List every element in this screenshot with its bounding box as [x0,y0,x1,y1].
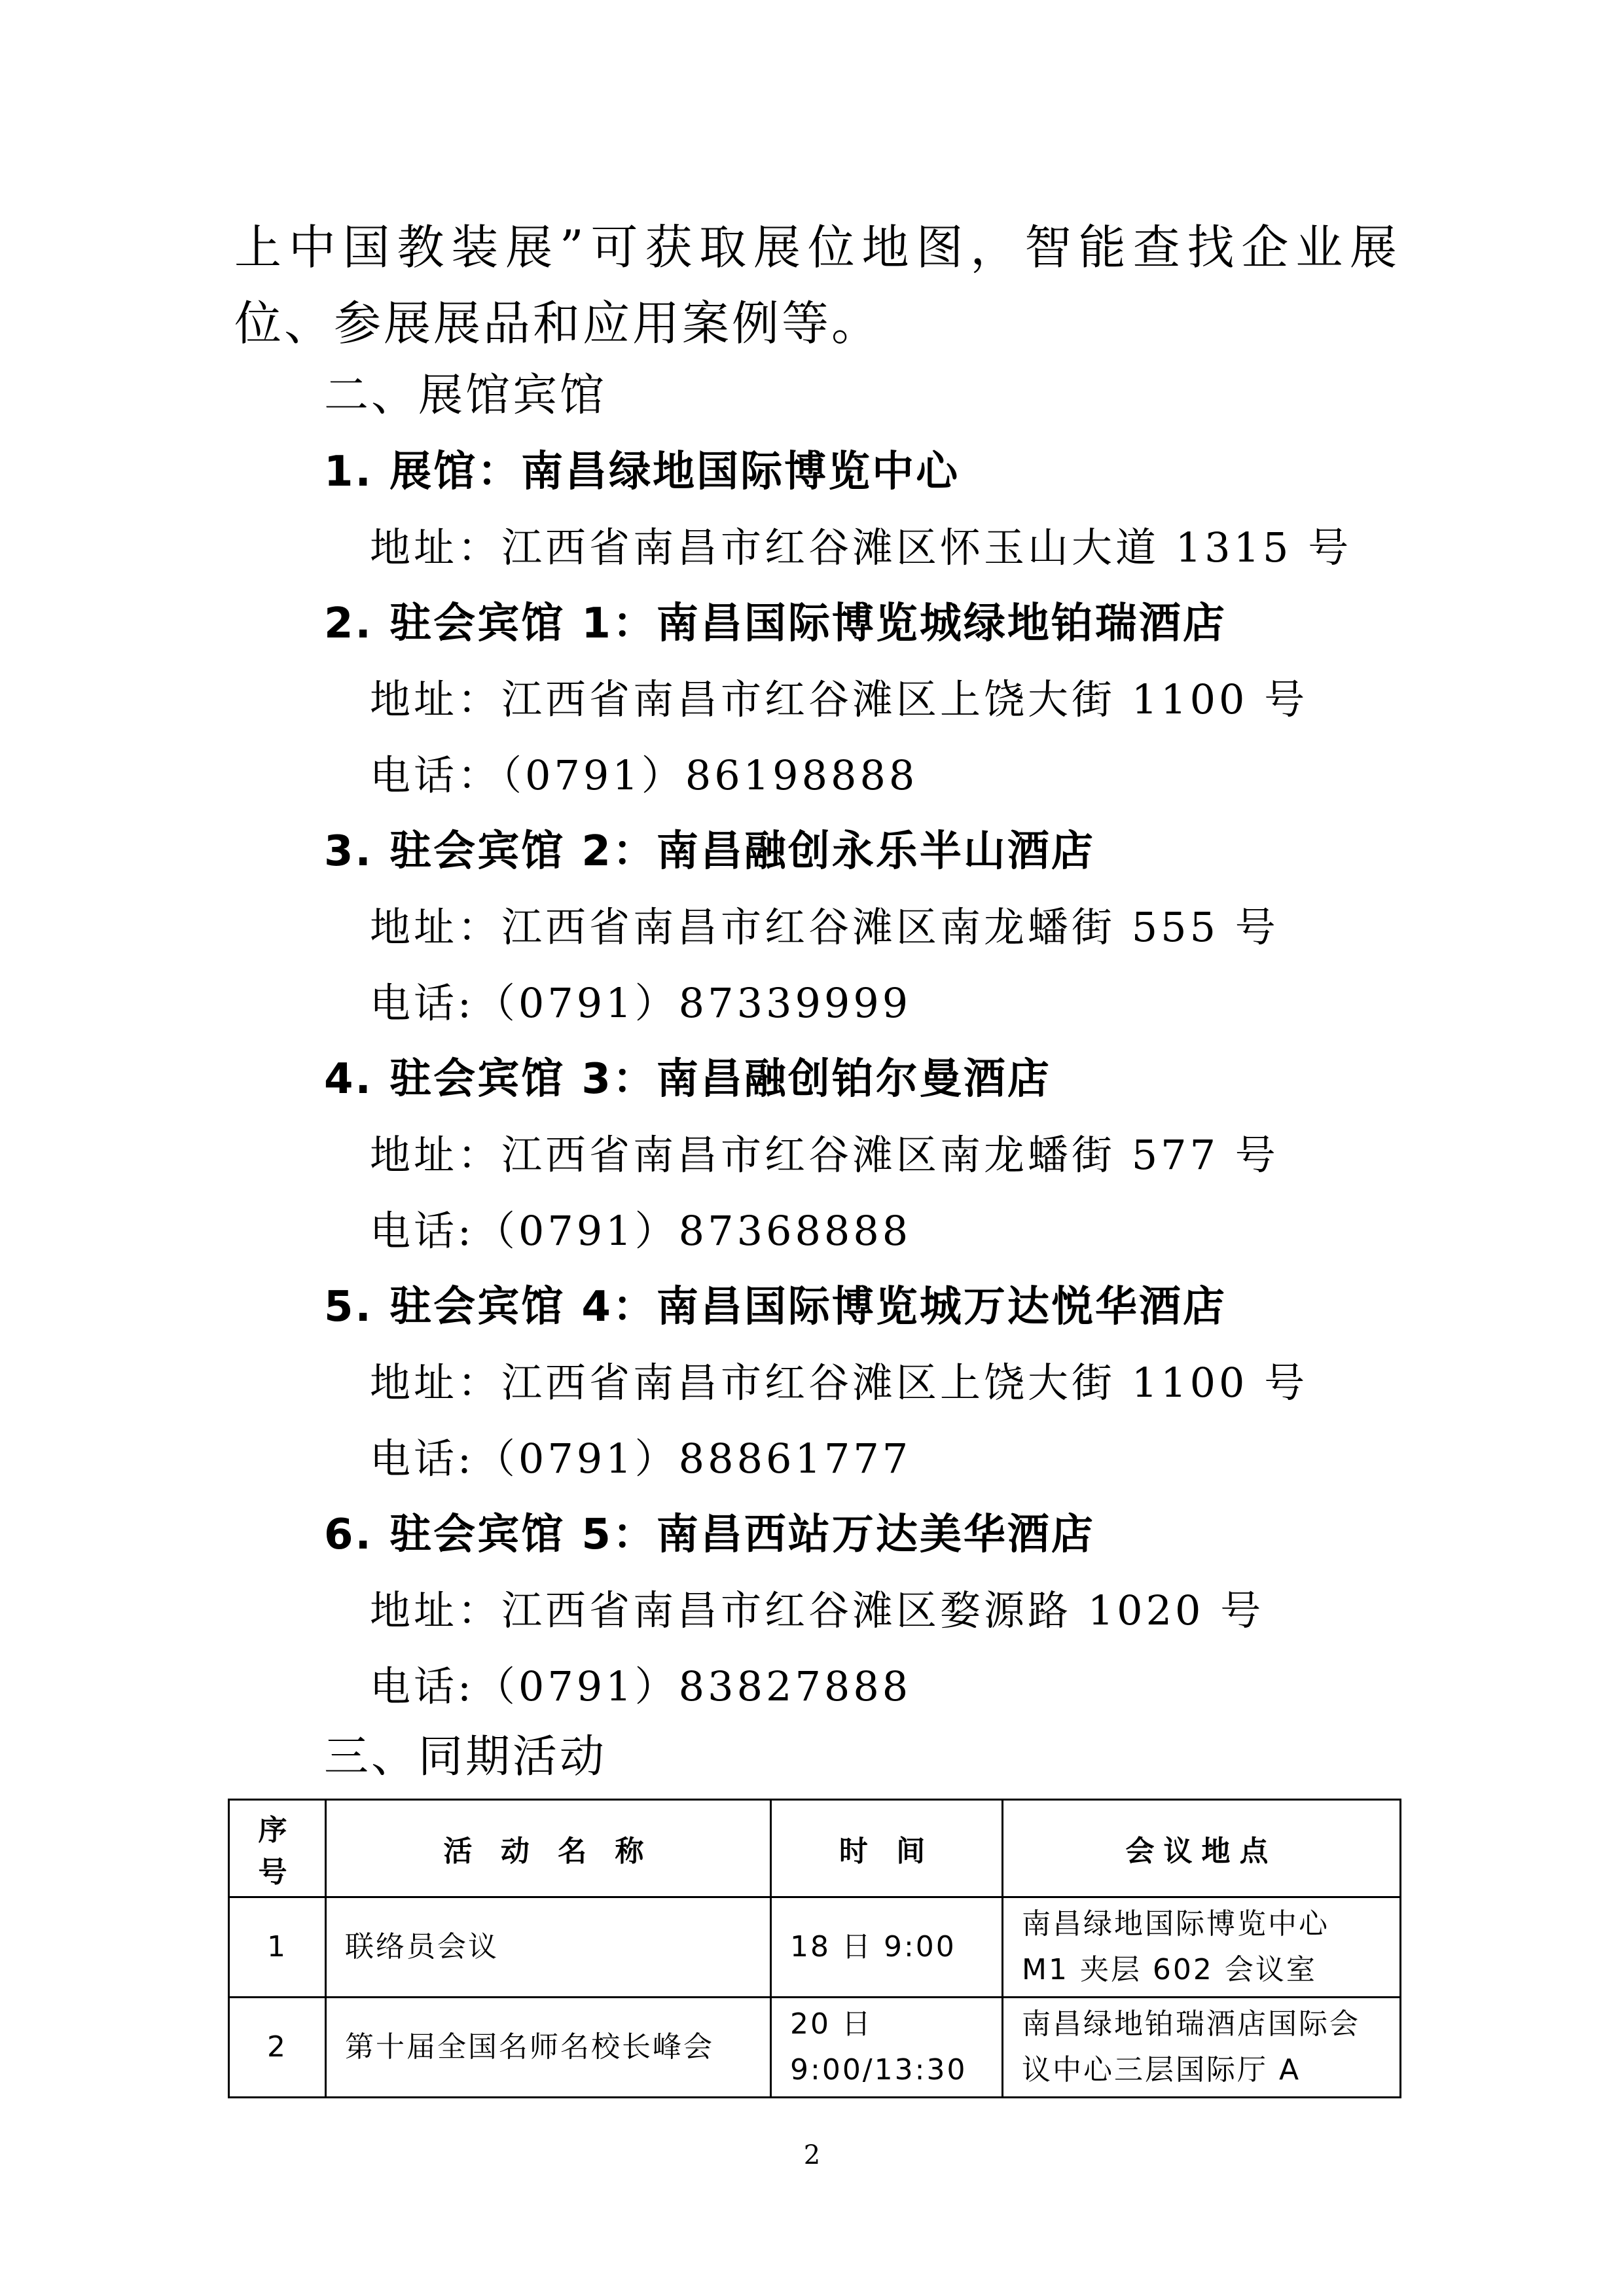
section-heading-venues: 二、展馆宾馆 [324,370,607,422]
header-event-name: 活 动 名 称 [326,1800,771,1897]
cell-event-name: 联络员会议 [326,1897,771,1998]
hotel-title: 3. 驻会宾馆 2：南昌融创永乐半山酒店 [324,827,1095,876]
table-row [229,1897,1401,1998]
events-table [228,1799,1401,2098]
cell-event-name: 第十届全国名师名校长峰会 [326,1998,771,2098]
hotel-title: 5. 驻会宾馆 4：南昌国际博览城万达悦华酒店 [324,1283,1227,1331]
hotel-title: 6. 驻会宾馆 5：南昌西站万达美华酒店 [324,1511,1095,1559]
section-heading-events: 三、同期活动 [324,1731,607,1783]
hotel-phone: 电话:（0791）87368888 [370,1207,912,1255]
venue-address: 地址：江西省南昌市红谷滩区怀玉山大道 1315 号 [370,524,1352,571]
cell-location: 南昌绿地铂瑞酒店国际会议中心三层国际厅 A [1003,1998,1401,2098]
cell-time: 20 日 9:00/13:30 [771,1998,1003,2098]
cell-number: 2 [229,1998,326,2098]
cell-time: 18 日 9:00 [771,1897,1003,1998]
table-header-row [229,1800,1401,1897]
hotel-title: 4. 驻会宾馆 3：南昌融创铂尔曼酒店 [324,1055,1051,1103]
header-number: 序号 [229,1800,326,1897]
hotel-phone: 电话:（0791）88861777 [370,1435,912,1482]
cell-number: 1 [229,1897,326,1998]
hotel-address: 地址：江西省南昌市红谷滩区南龙蟠街 577 号 [370,1131,1279,1179]
page-number: 2 [803,2140,821,2170]
hotel-address: 地址：江西省南昌市红谷滩区上饶大街 1100 号 [370,675,1308,723]
hotel-address: 地址：江西省南昌市红谷滩区婺源路 1020 号 [370,1587,1265,1634]
hotel-phone: 电话:（0791）87339999 [370,979,912,1027]
cell-location: 南昌绿地国际博览中心 M1 夹层 602 会议室 [1003,1897,1401,1998]
header-time: 时 间 [771,1800,1003,1897]
hotel-phone: 电话：（0791）86198888 [370,751,918,799]
hotel-address: 地址：江西省南昌市红谷滩区南龙蟠街 555 号 [370,903,1279,951]
intro-paragraph: 上中国教装展”可获取展位地图，智能查找企业展位、参展展品和应用案例等。 [234,220,1399,351]
hotel-phone: 电话:（0791）83827888 [370,1662,912,1710]
venue-title: 1. 展馆：南昌绿地国际博览中心 [324,448,960,496]
table-row [229,1998,1401,2098]
hotel-title: 2. 驻会宾馆 1：南昌国际博览城绿地铂瑞酒店 [324,600,1227,648]
hotel-address: 地址：江西省南昌市红谷滩区上饶大街 1100 号 [370,1359,1308,1407]
header-location: 会议地点 [1003,1800,1401,1897]
